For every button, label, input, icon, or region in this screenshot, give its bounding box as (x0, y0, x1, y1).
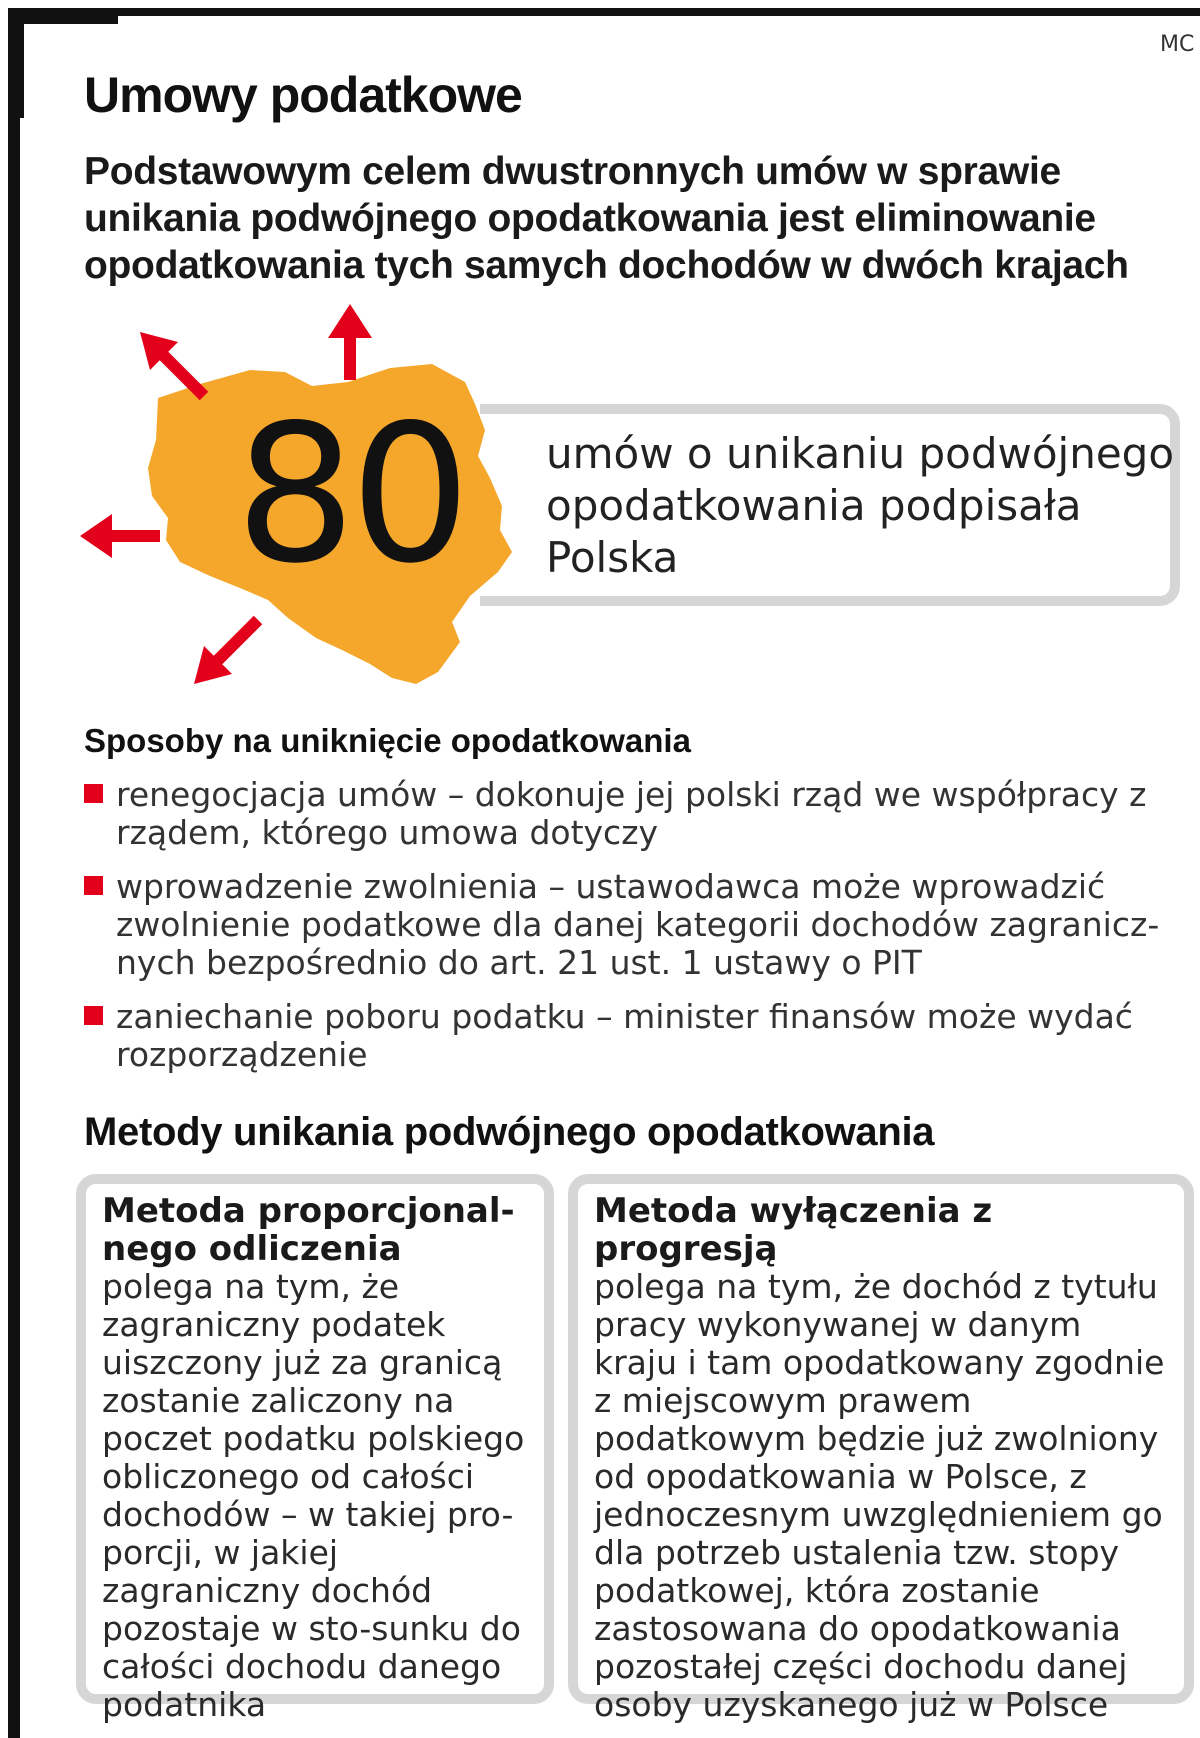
method-description: polega na tym, że dochód z tytułu pracy wykonywanej w danym kraju i tam opodatkowany zgodnie z miejscowym prawem podatkowym będzie już zwolniony od opodatkowania w Polsce, z jednoczesnym uwzględnieniem go dla potrzeb ustalenia tzw. stopy podatkowej, która zostanie zastosowana do opodatkowania pozostałej części dochodu danej osoby uzyskanego już w Polsce (594, 1267, 1165, 1724)
lead-paragraph: Podstawowym celem dwustronnych umów w sprawie unikania podwójnego opodatkowania jest eliminowanie opodatkowania tych samych dochodów w dwóch krajach (84, 150, 1129, 287)
method-heading: Metoda proporcjonal-nego odliczenia (102, 1191, 515, 1269)
agreements-count: 80 (235, 384, 465, 605)
method-card-proportional (76, 1174, 554, 1724)
list-item-text: wprowadzenie zwolnienia – ustawodawca może wprowadzić zwolnienie podatkowe dla danej kategorii dochodów zagranicz-nych bezpośrednio do art. 21 ust. 1 ustawy o PIT (116, 867, 1160, 982)
frame-corner-notch (8, 8, 118, 24)
list-item-text: renegocjacja umów – dokonuje jej polski rząd we współpracy z rządem, którego umowa dotyczy (116, 775, 1147, 852)
methods-section-title: Metody unikania podwójnego opodatkowania (84, 1110, 935, 1154)
frame-left-line (8, 8, 20, 1738)
outward-arrow-icon (158, 350, 204, 396)
list-item (84, 868, 1184, 982)
frame-top-line (8, 8, 1200, 16)
method-description: polega na tym, że zagraniczny podatek uiszczony już za granicą zostanie zaliczony na poczet podatku polskiego obliczonego od całości dochodów – w takiej pro-porcji, w jakiej zagraniczny dochód pozostaje w sto-sunku do całości dochodu danego podatnika (102, 1267, 525, 1724)
ways-section-title: Sposoby na uniknięcie opodatkowania (84, 722, 691, 759)
list-item (84, 776, 1184, 852)
ways-list (84, 776, 1184, 1090)
square-bullet-icon (84, 1006, 103, 1025)
list-item (84, 998, 1184, 1074)
square-bullet-icon (84, 784, 103, 803)
square-bullet-icon (84, 876, 103, 895)
method-heading: Metoda wyłączenia z progresją (594, 1191, 993, 1269)
method-card-exemption (568, 1174, 1194, 1724)
agreements-description: umów o unikaniu podwójnego opodatkowania podpisała Polska (546, 429, 1175, 582)
outward-arrow-icon (212, 620, 258, 666)
author-credit: MC (1160, 32, 1195, 57)
list-item-text: zaniechanie poboru podatku – minister finansów może wydać rozporządzenie (116, 997, 1133, 1074)
frame-corner-block (8, 8, 24, 118)
page-title: Umowy podatkowe (84, 67, 522, 123)
